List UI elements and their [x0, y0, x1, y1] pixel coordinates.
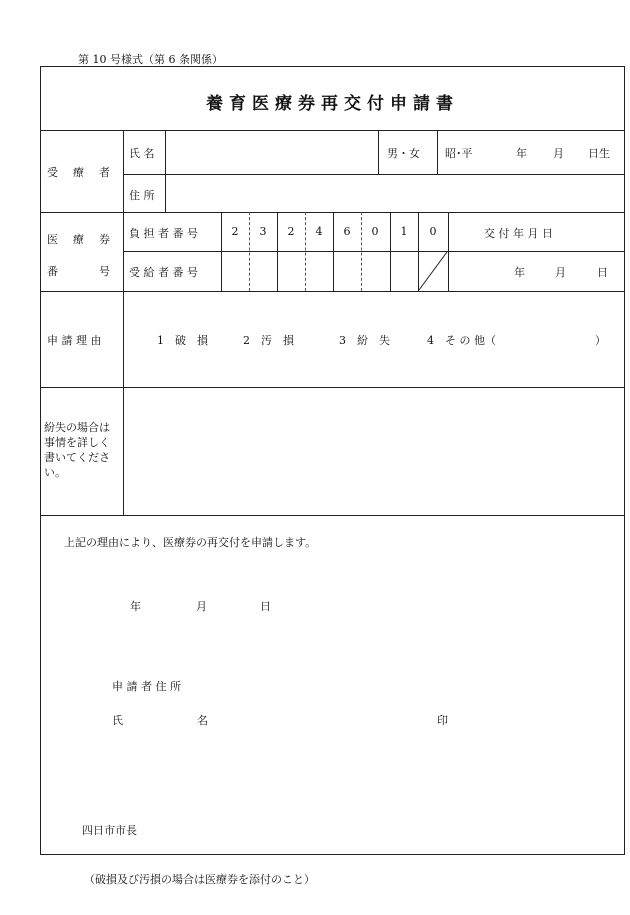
- payer-digit: 0: [429, 225, 437, 238]
- label-column-divider: [123, 130, 124, 515]
- birth-year-label: 年: [516, 147, 527, 160]
- seal-label: 印: [437, 714, 448, 727]
- sex-left-divider: [378, 130, 379, 174]
- name-label: 氏 名: [129, 147, 155, 160]
- line-below-reason: [40, 387, 625, 388]
- applicant-address-label: 申 請 者 住 所: [112, 680, 181, 693]
- name-label-divider: [165, 130, 166, 212]
- payer-digit: 4: [315, 225, 323, 238]
- slash-cell: [418, 251, 448, 291]
- reason-option-other: 4 そ の 他（: [427, 334, 496, 347]
- ticket-label-line2: 番 号: [47, 265, 112, 278]
- issue-date-label: 交 付 年 月 日: [484, 227, 553, 240]
- reason-other-close: ）: [595, 334, 606, 347]
- payer-digit: 2: [287, 225, 295, 238]
- payer-digit: 3: [259, 225, 267, 238]
- line-payer-recipient: [123, 251, 625, 252]
- applicant-name-label-2: 名: [197, 714, 208, 727]
- reason-option-damaged: 1 破 損: [157, 334, 208, 347]
- digit-divider: [390, 212, 391, 291]
- birth-month-label: 月: [553, 147, 564, 160]
- ticket-label-line1: 医 療 券: [47, 233, 112, 246]
- issue-month-label: 月: [555, 266, 566, 279]
- date-month-label: 月: [196, 600, 207, 613]
- digit-grid-left: [221, 212, 222, 291]
- digit-divider: [277, 212, 278, 291]
- footer-note: （破損及び汚損の場合は医療券を添付のこと）: [84, 873, 315, 886]
- form-frame: [40, 66, 625, 855]
- line-below-loss-note: [40, 515, 625, 516]
- issue-day-label: 日: [597, 266, 608, 279]
- line-name-address: [123, 174, 625, 175]
- digit-divider: [361, 212, 362, 291]
- digit-grid-right: [448, 212, 449, 291]
- form-title: 養育医療券再交付申請書: [206, 94, 459, 114]
- addressee: 四日市市長: [82, 824, 137, 837]
- digit-divider: [305, 212, 306, 291]
- payer-digit: 0: [371, 225, 379, 238]
- reason-label: 申 請 理 由: [47, 334, 102, 347]
- loss-note-label: 紛失の場合は事情を詳しく書いてください。: [44, 421, 110, 479]
- birth-day-label: 日生: [588, 147, 610, 160]
- declaration-text: 上記の理由により、医療券の再交付を申請します。: [64, 536, 317, 549]
- reason-option-soiled: 2 汚 損: [243, 334, 294, 347]
- line-below-title: [40, 130, 625, 131]
- payer-number-label: 負 担 者 番 号: [129, 227, 198, 240]
- applicant-name-label-1: 氏: [112, 714, 123, 727]
- recipient-number-label: 受 給 者 番 号: [129, 266, 198, 279]
- patient-label: 受 療 者: [47, 166, 112, 179]
- reason-option-lost: 3 紛 失: [339, 334, 390, 347]
- issue-year-label: 年: [514, 266, 525, 279]
- date-year-label: 年: [130, 600, 141, 613]
- payer-digit: 6: [343, 225, 351, 238]
- digit-divider: [249, 212, 250, 291]
- era-label: 昭･平: [445, 147, 473, 160]
- line-below-ticket: [40, 291, 625, 292]
- date-day-label: 日: [260, 600, 271, 613]
- sex-label: 男・女: [387, 147, 420, 160]
- payer-digit: 2: [231, 225, 239, 238]
- digit-divider: [333, 212, 334, 291]
- address-label: 住 所: [129, 189, 155, 202]
- sex-right-divider: [437, 130, 438, 174]
- payer-digit: 1: [400, 225, 408, 238]
- form-number: 第 10 号様式（第 6 条関係）: [78, 53, 223, 66]
